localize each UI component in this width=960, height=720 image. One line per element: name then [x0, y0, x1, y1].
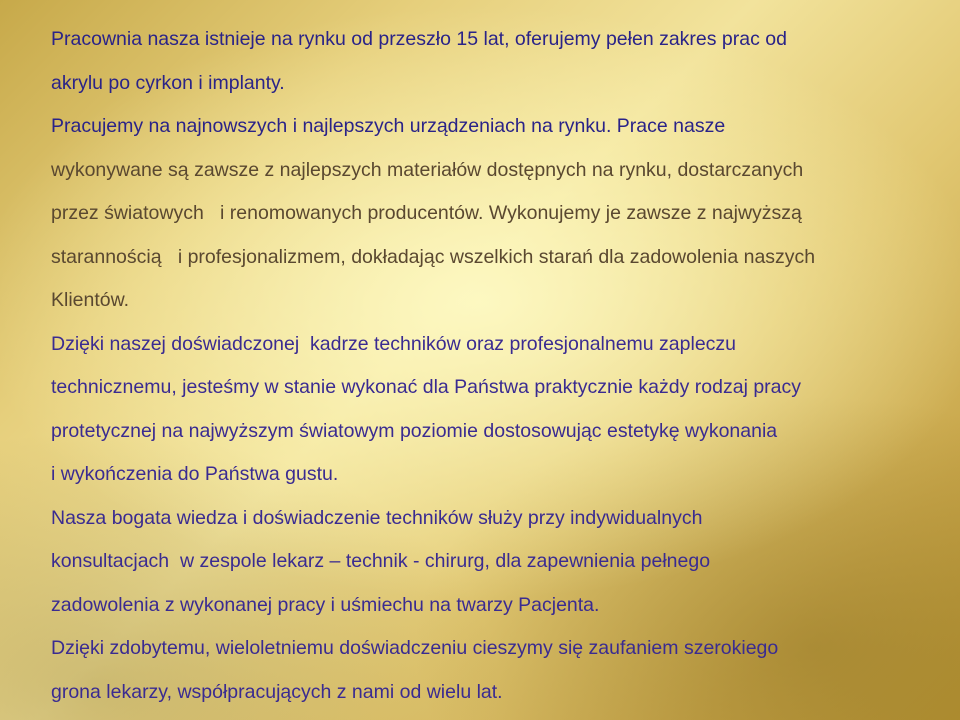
text-line: wykonywane są zawsze z najlepszych materiałów dostępnych na rynku, dostarczanych [51, 158, 804, 181]
text-line: Dzięki naszej doświadczonej kadrze techników oraz profesjonalnemu zapleczu [51, 332, 737, 355]
text-line: Dzięki zdobytemu, wieloletniemu doświadczeniu cieszymy się zaufaniem szerokiego [51, 637, 779, 659]
document-body [51, 18, 941, 714]
text-line: technicznemu, jesteśmy w stanie wykonać dla Państwa praktycznie każdy rodzaj pracy [51, 376, 801, 398]
paragraph-experience [51, 323, 941, 715]
text-line: starannością i profesjonalizmem, dokładając wszelkich starań dla zadowolenia naszych [51, 245, 816, 268]
text-line: grona lekarzy, współpracujących z nami od wielu lat. [51, 680, 503, 703]
text-line: konsultacjach w zespole lekarz – technik - chirurg, dla zapewnienia pełnego [51, 550, 711, 572]
paragraph-equipment [51, 105, 941, 323]
text-line: Nasza bogata wiedza i doświadczenie techników służy przy indywidualnych [51, 506, 703, 529]
text-line: Klientów. [51, 289, 130, 311]
text-line: akrylu po cyrkon i implanty. [51, 71, 285, 94]
text-line: i wykończenia do Państwa gustu. [51, 463, 339, 485]
text-line: Pracujemy na najnowszych i najlepszych urządzeniach na rynku. Prace nasze [51, 115, 726, 137]
text-line: zadowolenia z wykonanej pracy i uśmiechu na twarzy Pacjenta. [51, 593, 600, 616]
text-line: protetycznej na najwyższym światowym poziomie dostosowując estetykę wykonania [51, 419, 778, 442]
paragraph-intro [51, 18, 941, 105]
text-line: przez światowych i renomowanych producentów. Wykonujemy je zawsze z najwyższą [51, 202, 802, 224]
text-line: Pracownia nasza istnieje na rynku od przeszło 15 lat, oferujemy pełen zakres prac od [51, 28, 787, 50]
